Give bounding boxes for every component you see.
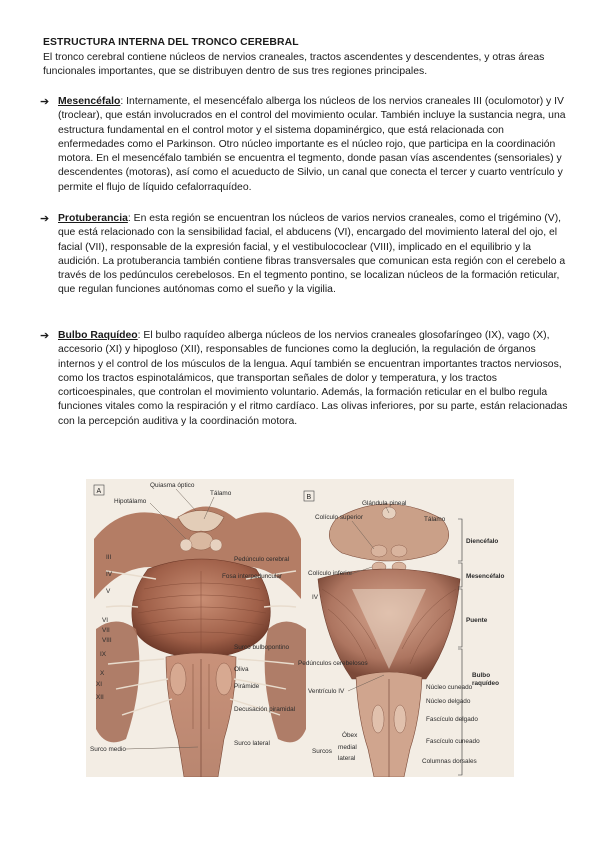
label-nucleo-cuneado: Núcleo cuneado <box>426 684 473 691</box>
region-raquideo: raquídeo <box>472 680 499 687</box>
label-talamo-b: Tálamo <box>424 516 446 523</box>
panel-b-letter: B <box>306 494 312 501</box>
nerve-label: XII <box>96 694 104 701</box>
region-mesencefalo: Mesencéfalo <box>466 573 505 580</box>
section-term: Bulbo Raquídeo <box>58 330 138 341</box>
panel-a <box>90 482 306 777</box>
panel-b <box>298 491 504 777</box>
label-quiasma: Quiasma óptico <box>150 482 195 489</box>
region-diencefalo: Diencéfalo <box>466 538 499 545</box>
nerve-label: XI <box>96 681 103 688</box>
nerve-label: V <box>106 588 111 595</box>
label-surco-medio: Surco medio <box>90 746 126 753</box>
label-surco-bulbopontino: Surco bulbopontino <box>234 644 290 651</box>
section-body <box>58 212 568 298</box>
section-term: Protuberancia <box>58 213 128 224</box>
nerve-label: VI <box>102 617 109 624</box>
label-oliva: Oliva <box>234 666 249 673</box>
document-title: ESTRUCTURA INTERNA DEL TRONCO CEREBRAL <box>43 37 299 48</box>
brainstem-figure <box>86 479 514 777</box>
section-term: Mesencéfalo <box>58 96 121 107</box>
label-coliculo-superior: Colículo superior <box>315 514 363 521</box>
label-decusacion: Decusación piramidal <box>234 706 296 713</box>
label-fasciculo-delgado: Fascículo delgado <box>426 716 478 723</box>
arrow-bullet-icon: ➔ <box>40 330 50 342</box>
label-ventriculo: Ventrículo IV <box>308 688 345 695</box>
label-surco-lateral: Surco lateral <box>234 740 270 747</box>
label-piramide: Pirámide <box>234 683 260 690</box>
arrow-bullet-icon: ➔ <box>40 213 50 225</box>
section-body <box>58 329 568 429</box>
label-hipotalamo: Hipotálamo <box>114 498 147 505</box>
label-pedunculo: Pedúnculo cerebral <box>234 556 290 563</box>
section-body <box>58 95 568 195</box>
region-bulbo: Bulbo <box>472 672 491 679</box>
intro-paragraph: El tronco cerebral contiene núcleos de nervios craneales, tractos ascendentes y descendentes, y otras áreas funcionales importantes, que se distribuyen dentro de sus tres regiones principales. <box>43 52 545 78</box>
label-surcos-lateral: lateral <box>338 755 356 762</box>
section-text: : En esta región se encuentran los núcleos de varios nervios craneales, como el trigémino (V), que está relacionado con la sensibilidad facial, el abducens (VI), encargado del movimiento lateral del ojo, el facial (VII), responsable de la expresión facial, y el vestibulococlear (VIII), implicado en el equilibrio y la audición. La protuberancia también contiene fibras transversales que comunican esta región con el cerebelo a través de los pedúnculos cerebelosos. En el tegmento pontino, se localizan núcleos de la formación reticular, que regulan funciones autónomas como el sueño y la vigilia. <box>58 213 566 296</box>
brainstem-illustration <box>86 479 514 777</box>
region-puente: Puente <box>466 617 488 624</box>
label-surcos-medial: medial <box>338 744 357 751</box>
label-nerve-iv-b: IV <box>312 594 319 601</box>
nerve-label: IV <box>106 571 113 578</box>
label-glandula-pineal: Glándula pineal <box>362 500 407 507</box>
section-text: : Internamente, el mesencéfalo alberga los núcleos de los nervios craneales III (oculomotor) y IV (troclear), que están involucrados en el control del movimiento ocular. También incluye la sustancia negra, una estructura fundamental en el control motor y el sistema dopaminérgico, que está relacionada con enfermedades como el Parkinson. Otro núcleo importante es el núcleo rojo, que participa en la coordinación motora. En el mesencéfalo también se encuentra el tegmento, donde pasan vías ascendentes (sensoriales) y descendentes (motoras), así como el acueducto de Silvio, un canal que conecta el tercer y cuarto ventrículo y permite el flujo de líquido cefalorraquídeo. <box>58 96 566 193</box>
nerve-label: IX <box>100 651 107 658</box>
nerve-label: X <box>100 670 105 677</box>
label-surcos: Surcos <box>312 748 332 755</box>
panel-a-letter: A <box>96 488 102 495</box>
label-coliculo-inferior: Colículo inferior <box>308 570 353 577</box>
label-obex: Óbex <box>342 732 358 739</box>
label-pedunculos: Pedúnculos cerebelosos <box>298 660 368 667</box>
label-fosa: Fosa interpeduncular <box>222 573 283 580</box>
label-columnas-dorsales: Columnas dorsales <box>422 758 477 765</box>
nerve-label: VIII <box>102 637 112 644</box>
arrow-bullet-icon: ➔ <box>40 96 50 108</box>
label-talamo: Tálamo <box>210 490 232 497</box>
label-fasciculo-cuneado: Fascículo cuneado <box>426 738 480 745</box>
label-nucleo-delgado: Núcleo delgado <box>426 698 471 705</box>
nerve-label: VII <box>102 627 110 634</box>
nerve-label: III <box>106 554 112 561</box>
section-text: : El bulbo raquídeo alberga núcleos de los nervios craneales glosofaríngeo (IX), vago (X), accesorio (XI) y hipogloso (XII), responsables de funciones como la deglución, la regulación de órganos internos y el control de los músculos de la lengua. Aquí también se encuentran importantes tractos nerviosos, como los tractos espinotalámicos, que transportan señales de dolor y temperatura, y los tractos corticoespinales, que controlan el movimiento voluntario. Además, la formación reticular en el bulbo regula funciones vitales como la respiración y el ritmo cardíaco. Las olivas inferiores, por su parte, están relacionadas con la percepción auditiva y la coordinación motora. <box>58 330 568 427</box>
